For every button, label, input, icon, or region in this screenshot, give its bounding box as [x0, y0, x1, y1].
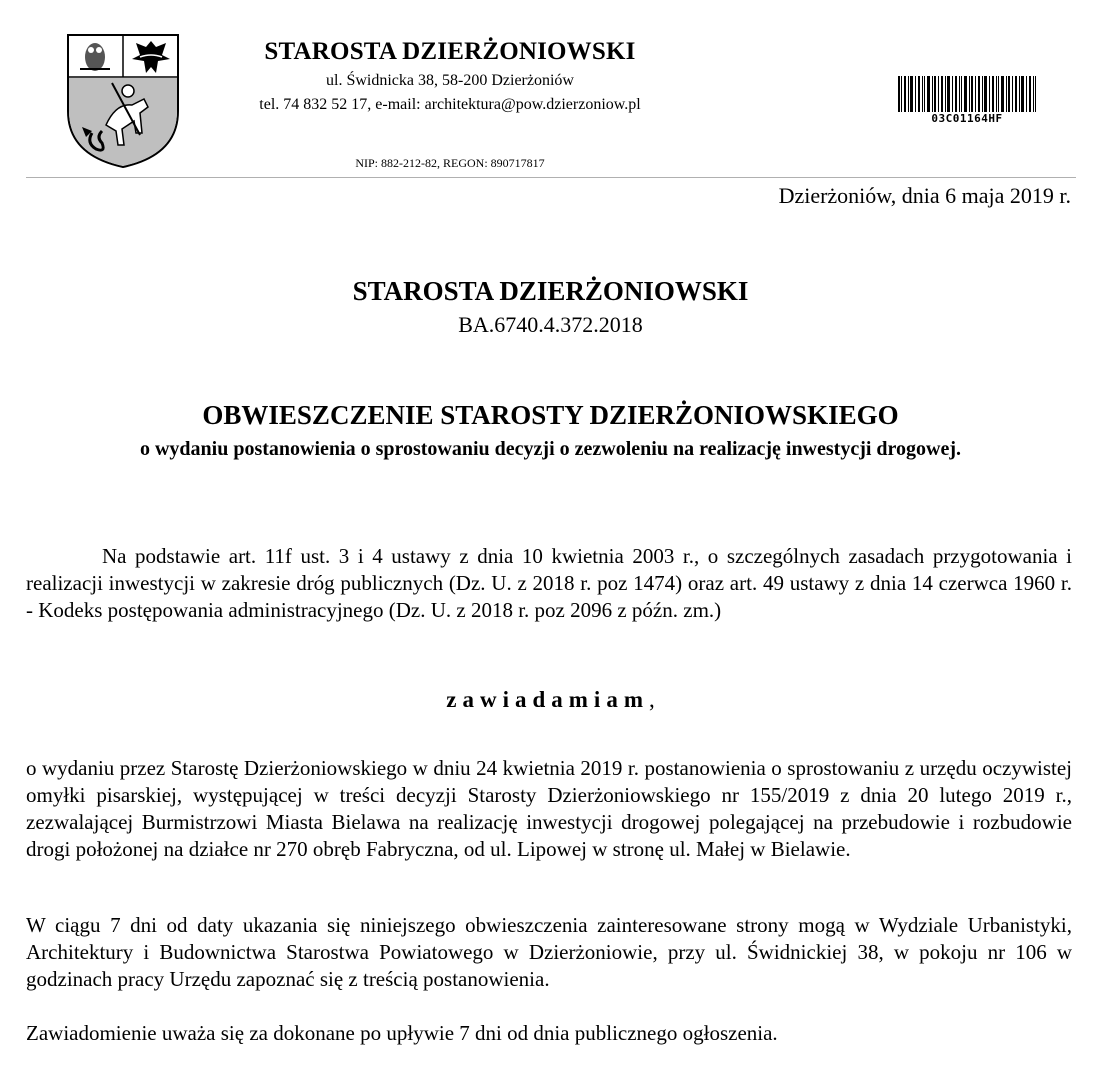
coat-of-arms-icon	[66, 33, 180, 169]
notice-subtitle: o wydaniu postanowienia o sprostowaniu decyzji o zezwoleniu na realizację inwestycji drogowej.	[139, 438, 962, 460]
header-contact: tel. 74 832 52 17, e-mail: architektura@pow.dzierzoniow.pl	[259, 96, 641, 113]
notice-title: OBWIESZCZENIE STAROSTY DZIERŻONIOWSKIEGO	[202, 400, 899, 430]
document-date: Dzierżoniów, dnia 6 maja 2019 r.	[778, 183, 1071, 208]
header-office-name: STAROSTA DZIERŻONIOWSKI	[264, 38, 636, 65]
header-ids: NIP: 882-212-82, REGON: 890717817	[355, 156, 545, 170]
announcement-punct: ,	[648, 687, 655, 712]
inspection-paragraph: W ciągu 7 dni od daty ukazania się niniejszego obwieszczenia zainteresowane strony mogą w Wydziale Urbanistyki, Architektury i Budownictwa Starostwa Powiatowego w Dzierżoniowie, przy ul. Świdnickiej 38, w pokoju nr 106 w godzinach pracy Urzędu zapoznać się z treścią postanowienia.	[26, 913, 1072, 991]
legal-basis-paragraph: Na podstawie art. 11f ust. 3 i 4 ustawy z dnia 10 kwietnia 2003 r., o szczególnych zasadach przygotowania i realizacji inwestycji w zakresie dróg publicznych (Dz. U. z 2018 r. poz 1474) oraz art. 49 ustawy z dnia 14 czerwca 1960 r. - Kodeks postępowania administracyjnego (Dz. U. z 2018 r. poz 2096 z późn. zm.)	[26, 544, 1072, 622]
completion-paragraph: Zawiadomienie uważa się za dokonane po upływie 7 dni od dnia publicznego ogłoszenia.	[26, 1021, 778, 1045]
announcement	[0, 687, 1101, 713]
authority-title: STAROSTA DZIERŻONIOWSKI	[352, 276, 749, 306]
reference-number: BA.6740.4.372.2018	[458, 312, 643, 337]
announcement-word: zawiadamiam	[446, 687, 649, 712]
barcode-icon	[898, 76, 1036, 112]
header-divider	[26, 177, 1076, 178]
header-address: ul. Świdnicka 38, 58-200 Dzierżoniów	[326, 72, 574, 89]
barcode-label: 03C01164HF	[931, 112, 1003, 125]
decision-paragraph: o wydaniu przez Starostę Dzierżoniowskiego w dniu 24 kwietnia 2019 r. postanowienia o sprostowaniu z urzędu oczywistej omyłki pisarskiej, występującej w treści decyzji Starosty Dzierżoniowskiego nr 155/2019 z dnia 20 lutego 2019 r., zezwalającej Burmistrzowi Miasta Bielawa na realizację inwestycji drogowej polegającej na przebudowie i rozbudowie drogi położonej na działce nr 270 obręb Fabryczna, od ul. Lipowej w stronę ul. Małej w Bielawie.	[26, 756, 1072, 861]
